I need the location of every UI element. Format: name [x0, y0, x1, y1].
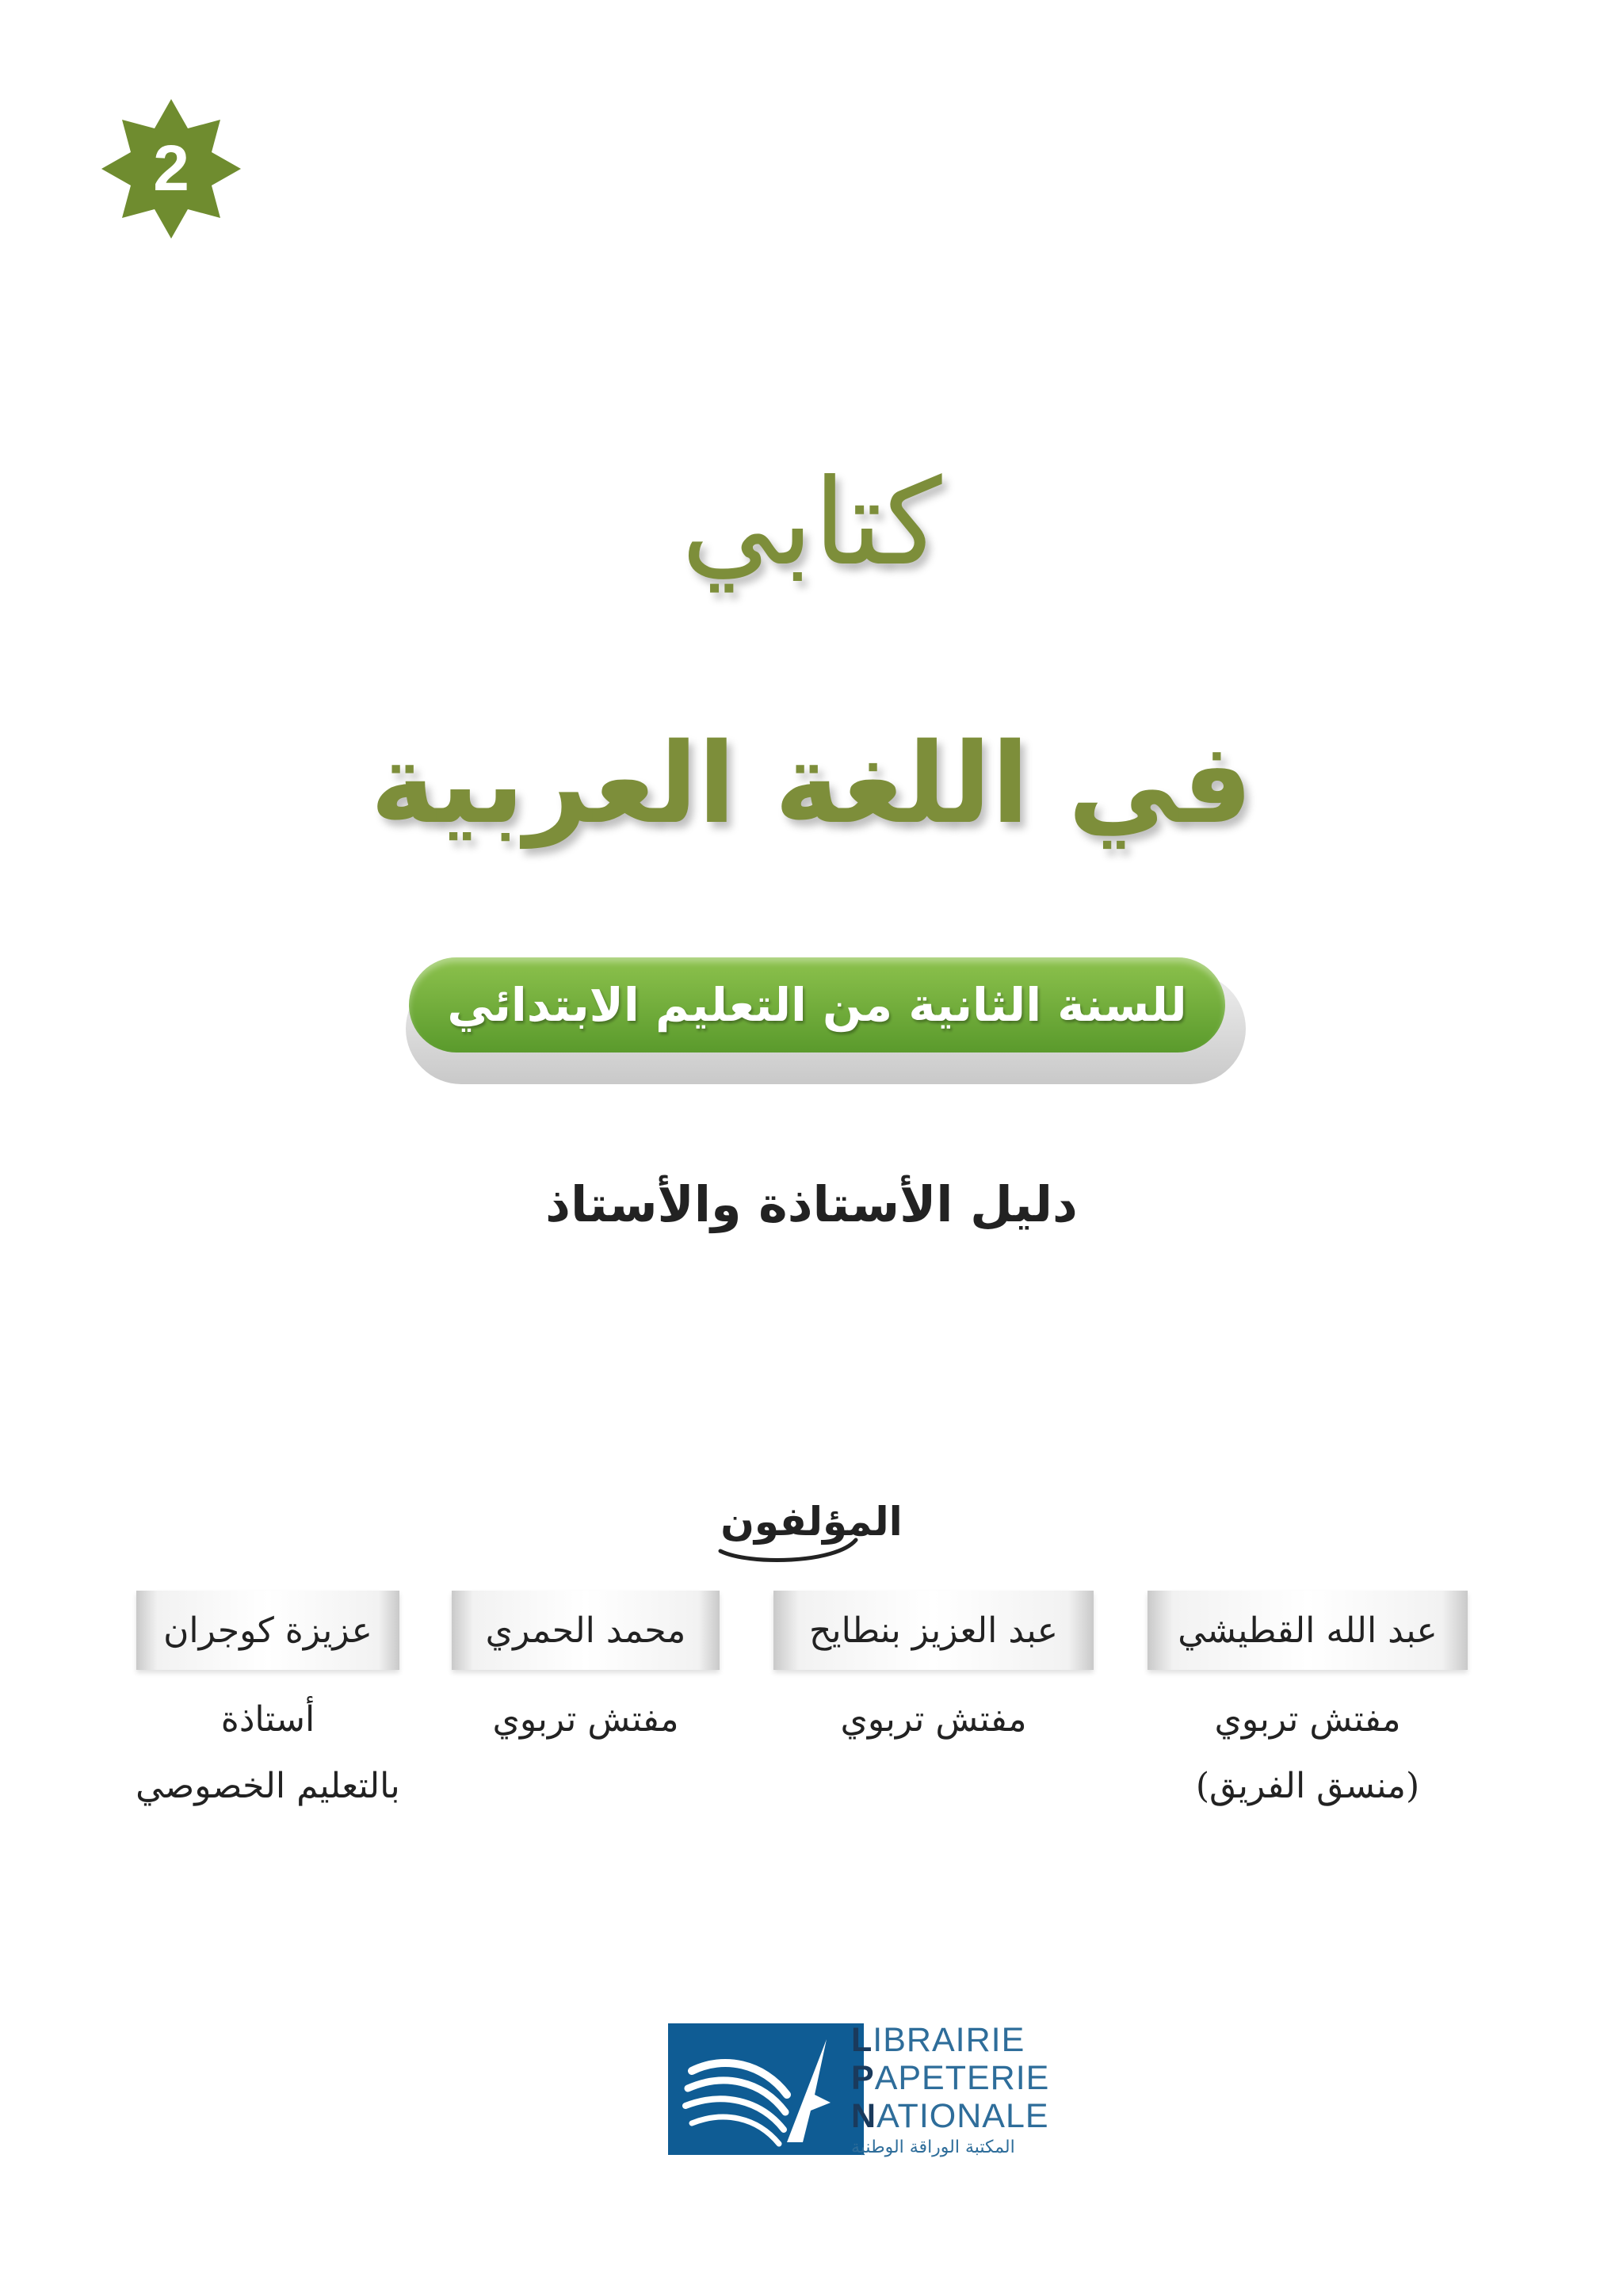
level-text: للسنة الثانية من التعليم الابتدائي [447, 978, 1187, 1032]
publisher-logo [668, 2023, 864, 2155]
author-name: عبد العزيز بنطايح [809, 1610, 1058, 1651]
author-name: عزيزة كوجران [163, 1610, 372, 1651]
level-pill [409, 957, 1225, 1052]
publisher-line: NATIONALE [851, 2097, 1049, 2135]
authors-heading: المؤلفون [720, 1499, 903, 1545]
grade-number: 2 [153, 132, 189, 204]
author-role-line: مفتش تربوي [840, 1699, 1027, 1740]
author-card [452, 1591, 720, 1670]
publisher-book-icon [668, 2023, 864, 2155]
author-role-line: أستاذة [220, 1699, 315, 1740]
author-role-line: (منسق الفريق) [1195, 1766, 1420, 1806]
book-title-subject: في اللغة العربية [370, 720, 1253, 849]
author-card [1148, 1591, 1468, 1670]
heading-swash-icon [717, 1534, 860, 1565]
author-role [95, 1687, 441, 1820]
author-role [773, 1687, 1094, 1753]
book-title-main: كتابي [681, 454, 942, 592]
publisher-line: PAPETERIE [851, 2059, 1050, 2097]
author-name: عبد الله القطيشي [1178, 1610, 1438, 1651]
author-card [136, 1591, 399, 1670]
author-card [773, 1591, 1094, 1670]
publisher-name [851, 2021, 1057, 2160]
publisher-line: LIBRAIRIE [851, 2021, 1025, 2059]
author-role-line: مفتش تربوي [1214, 1699, 1401, 1740]
author-name: محمد الحمري [485, 1610, 686, 1651]
grade-badge [101, 99, 241, 239]
author-role-line: مفتش تربوي [492, 1699, 679, 1740]
publisher-arabic-name: المكتبة الوراقة الوطنية [851, 2137, 1015, 2157]
author-role-line: بالتعليم الخصوصي [136, 1766, 400, 1806]
guide-title: دليل الأستاذة والأستاذ [545, 1175, 1078, 1233]
author-role [452, 1687, 720, 1753]
author-role [1148, 1687, 1468, 1820]
